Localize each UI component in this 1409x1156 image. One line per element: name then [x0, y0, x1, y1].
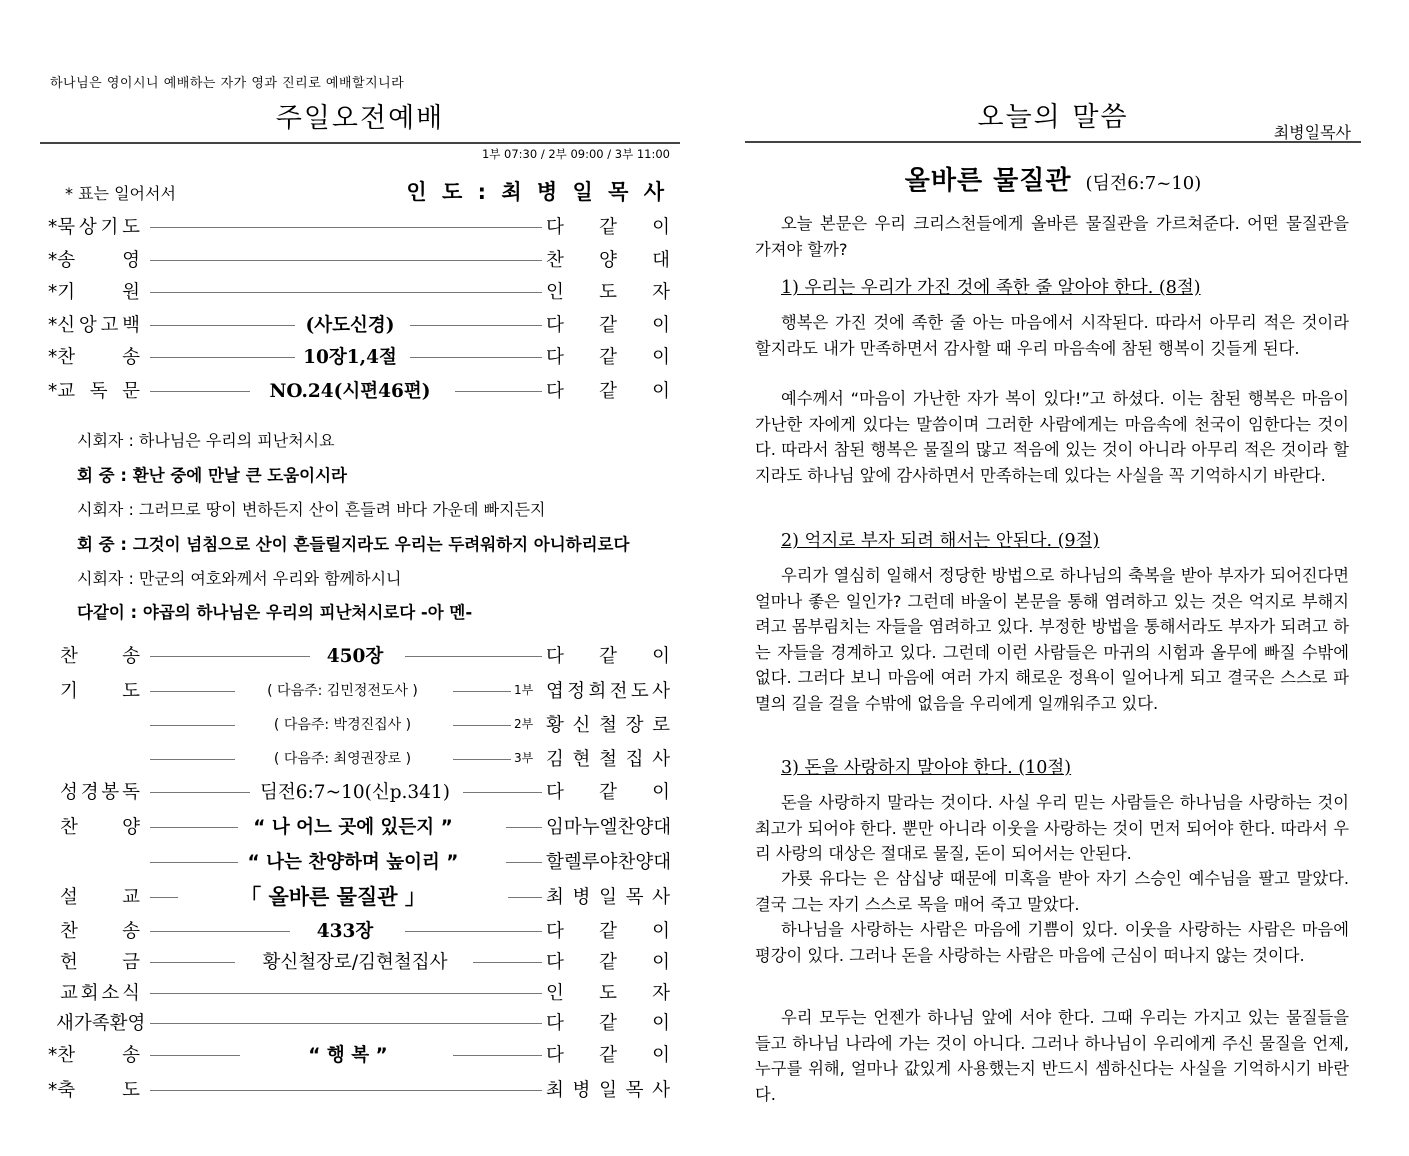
worship-order-page: [40, 0, 680, 1156]
order-detail: ( 다음주: 김민정전도사 ): [267, 683, 418, 699]
dotted-leader: [150, 292, 542, 293]
order-who: 다 같 이: [546, 646, 670, 667]
dotted-leader: [150, 1023, 542, 1024]
order-who: 임마누엘찬양대: [546, 817, 672, 838]
order-who: 다 같 이: [546, 1013, 670, 1034]
dotted-leader: [150, 325, 295, 326]
order-name: 교 회 소 식: [60, 983, 140, 1004]
order-who: 다 같 이: [546, 381, 670, 402]
body-paragraph: 돈을 사랑하지 말라는 것이다. 사실 우리 믿는 사람들은 하나님을 사랑하는 것이 최고가 되어야 한다. 뿐만 아니라 이웃을 사랑하는 것이 먼저 되어야 한다. 따라서 우리 사랑의 대상은 절대로 물질, 돈이 되어서는 안된다.: [755, 793, 1349, 863]
dotted-leader: [150, 897, 178, 898]
order-item: [48, 979, 670, 1007]
order-item: [48, 1009, 670, 1037]
page-title: 주일오전예배: [275, 103, 445, 134]
dotted-leader: [410, 357, 542, 358]
responsive-line: 다같이 : 야곱의 하나님은 우리의 피난처시로다 -아 멘-: [77, 603, 473, 622]
order-detail: “ 행 복 ”: [308, 1045, 388, 1066]
body-paragraph: 하나님을 사랑하는 사람은 마음에 기쁨이 있다. 이웃을 사랑하는 사람은 마음에 평강이 있다. 그러나 돈을 사랑하는 사람은 마음에 근심이 떠나지 않는 것이다.: [755, 920, 1349, 965]
point-heading-3: 3) 돈을 사랑하지 말아야 한다. (10절): [781, 758, 1072, 778]
order-who: 최 병 일 목 사: [546, 887, 670, 908]
scripture-motto: 하나님은 영이시니 예배하는 자가 영과 진리로 예배할지니라: [50, 76, 405, 91]
responsive-line: 시회자 : 만군의 여호와께서 우리와 함께하시니: [77, 569, 402, 588]
responsive-line: 회 중 : 그것이 넘침으로 산이 흔들릴지라도 우리는 두려워하지 아니하리로다: [77, 535, 630, 554]
order-name: *축 도: [48, 1080, 140, 1101]
closing-paragraph: 우리 모두는 언젠가 하나님 앞에 서야 한다. 그때 우리는 가지고 있는 물질들을 들고 하나님 나라에 가는 것이 아니다. 그러나 하나님이 우리에게 주신 물질을 언제, 누구를 위해, 얼마나 값있게 사용했는지 반드시 셈하신다는 사실을 기억하시기 바란다.: [755, 1008, 1349, 1104]
dotted-leader: [453, 725, 511, 726]
order-item: [48, 917, 670, 945]
dotted-leader: [150, 1090, 542, 1091]
order-name: *묵 상 기 도: [48, 217, 140, 238]
order-who: 인 도 자: [546, 983, 670, 1004]
order-item: [48, 278, 670, 306]
order-name: 기 도: [60, 681, 140, 702]
order-item: [48, 1041, 670, 1069]
order-who: 엽 정 희 전 도 사: [546, 681, 670, 702]
order-who: 다 같 이: [546, 217, 670, 238]
service-leader: 인 도 : 최 병 일 목 사: [406, 180, 668, 204]
dotted-leader: [150, 792, 250, 793]
dotted-leader: [150, 391, 250, 392]
sermon-title: 「 올바른 물질관 」: [240, 885, 426, 909]
order-item: [48, 948, 670, 976]
order-name: *찬 송: [48, 1045, 140, 1066]
order-who: 다 같 이: [546, 315, 670, 336]
order-detail: 450장: [326, 646, 384, 667]
order-detail: 황신철장로/김현철집사: [262, 952, 448, 973]
dotted-leader: [150, 759, 235, 760]
body-paragraph: 행복은 가진 것에 족한 줄 아는 마음에서 시작된다. 따라서 아무리 적은 것이라 할지라도 내가 만족하면서 감사할 때 우리 마음속에 참된 행복이 깃들게 된다.: [755, 313, 1349, 358]
order-item: [48, 343, 670, 371]
order-name: 설 교: [60, 887, 140, 908]
order-name: 헌 금: [60, 952, 140, 973]
body-paragraph: 예수께서 “마음이 가난한 자가 복이 있다!”고 하셨다. 이는 참된 행복은 마음이 가난한 자에게 있다는 말씀이며 그러한 사람에게는 마음속에 천국이 임한다는 것이다. 따라서 참된 행복은 물질의 많고 적음에 있는 것이 아니라 아무리 적은 것이라 할지라도 하나님 앞에 감사하면서 만족하는데 있다는 사실을 꼭 기억하시기 바란다.: [755, 389, 1349, 485]
dotted-leader: [463, 792, 542, 793]
order-who: 다 같 이: [546, 921, 670, 942]
title-divider: [40, 142, 680, 144]
dotted-leader: [150, 862, 238, 863]
order-item: [48, 883, 670, 911]
order-who: 찬 양 대: [546, 250, 670, 271]
dotted-leader: [150, 260, 542, 261]
order-who: 최 병 일 목 사: [546, 1080, 670, 1101]
order-name: *기 원: [48, 282, 140, 303]
order-who: 황 신 철 장 로: [546, 715, 670, 736]
dotted-leader: [150, 725, 235, 726]
dotted-leader: [453, 1055, 542, 1056]
order-item: [48, 213, 670, 241]
dotted-leader: [405, 931, 542, 932]
order-item: [48, 745, 670, 773]
order-name: *찬 송: [48, 347, 140, 368]
order-who: 김 현 철 집 사: [546, 749, 670, 770]
order-who: 다 같 이: [546, 347, 670, 368]
intro-paragraph: 오늘 본문은 우리 크리스천들에게 올바른 물질관을 가르쳐준다. 어떤 물질관을 가져야 할까?: [755, 214, 1349, 259]
dotted-leader: [150, 227, 542, 228]
order-item: [48, 311, 670, 339]
order-name: *송 영: [48, 250, 140, 271]
order-who: 할렐루야찬양대: [546, 852, 672, 873]
sermon-heading: [745, 160, 1361, 197]
dotted-leader: [410, 325, 542, 326]
order-detail: NO.24(시편46편): [269, 381, 431, 402]
dotted-leader: [150, 656, 310, 657]
page-title: 오늘의 말씀: [977, 102, 1129, 133]
service-part: 2부: [514, 717, 534, 731]
dotted-leader: [150, 993, 542, 994]
order-item: [48, 246, 670, 274]
dotted-leader: [405, 656, 542, 657]
title-divider: [745, 141, 1361, 143]
responsive-line: 시회자 : 그러므로 땅이 변하든지 산이 흔들려 바다 가운데 빠지든지: [77, 500, 546, 519]
order-detail: 딤전6:7~10(신p.341): [260, 782, 450, 803]
order-item: [48, 813, 670, 841]
stand-note: * 표는 일어서서: [65, 184, 176, 203]
order-name: 성 경 봉 독: [60, 782, 140, 803]
dotted-leader: [453, 759, 511, 760]
dotted-leader: [508, 897, 542, 898]
dotted-leader: [150, 962, 235, 963]
order-item: [48, 377, 670, 405]
order-item: [48, 711, 670, 739]
order-name: 새 가 족 환 영: [56, 1013, 146, 1034]
sermon-page: [745, 0, 1361, 1156]
order-name: *교 독 문: [48, 381, 140, 402]
point-heading-2: 2) 억지로 부자 되려 해서는 안된다. (9절): [781, 531, 1100, 551]
sermon-reference: (딤전6:7~10): [1085, 173, 1202, 194]
body-paragraph: 우리가 열심히 일해서 정당한 방법으로 하나님의 축복을 받아 부자가 되어진다면 얼마나 좋은 일인가? 그런데 바울이 본문을 통해 염려하고 있는 것은 억지로 부해지려고 몸부림치는 자들을 염려하고 있다. 부정한 방법을 통해서라도 부자가 되려고 하는 자들을 경계하고 있다. 그런데 이런 사람들은 마귀의 시험과 올무에 빠질 수밖에 없다. 그러다 보니 마음에 여러 가지 해로운 정욕이 일어나게 되고 결국은 스스로 파멸의 길을 걸을 수밖에 없음을 우리에게 일깨워주고 있다.: [755, 566, 1349, 713]
order-detail: 10장1,4절: [303, 347, 397, 368]
service-part: 1부: [514, 683, 534, 697]
dotted-leader: [150, 357, 295, 358]
order-name: 찬 송: [60, 921, 140, 942]
service-times: 1부 07:30 / 2부 09:00 / 3부 11:00: [481, 147, 670, 161]
dotted-leader: [506, 827, 542, 828]
order-detail: 433장: [316, 921, 374, 942]
dotted-leader: [150, 691, 235, 692]
order-detail: ( 다음주: 박경진집사 ): [273, 717, 412, 733]
service-part: 3부: [514, 751, 534, 765]
order-who: 다 같 이: [546, 782, 670, 803]
order-item: [48, 848, 670, 876]
order-detail: “ 나는 찬양하며 높이리 ”: [247, 852, 459, 873]
order-detail: “ 나 어느 곳에 있든지 ”: [253, 817, 453, 838]
dotted-leader: [150, 827, 238, 828]
order-who: 다 같 이: [546, 952, 670, 973]
dotted-leader: [506, 862, 542, 863]
point-heading-1: 1) 우리는 우리가 가진 것에 족한 줄 알아야 한다. (8절): [781, 278, 1201, 298]
order-detail: ( 다음주: 최영권장로 ): [273, 751, 412, 767]
dotted-leader: [455, 391, 542, 392]
order-name: *신 앙 고 백: [48, 315, 140, 336]
dotted-leader: [150, 1055, 240, 1056]
order-detail: (사도신경): [305, 315, 395, 336]
order-item: [48, 642, 670, 670]
sermon-title: 올바른 물질관: [904, 166, 1072, 196]
dotted-leader: [150, 931, 290, 932]
order-who: 인 도 자: [546, 282, 670, 303]
body-paragraph: 가룟 유다는 은 삼십냥 때문에 미혹을 받아 자기 스승인 예수님을 팔고 말았다. 결국 그는 자기 스스로 목을 매어 죽고 말았다.: [755, 869, 1349, 914]
dotted-leader: [473, 962, 542, 963]
order-who: 다 같 이: [546, 1045, 670, 1066]
order-name: 찬 송: [60, 646, 140, 667]
order-item: [48, 1076, 670, 1104]
responsive-line: 회 중 : 환난 중에 만날 큰 도움이시라: [77, 466, 347, 485]
responsive-line: 시회자 : 하나님은 우리의 피난처시요: [77, 431, 335, 450]
dotted-leader: [453, 691, 511, 692]
order-name: 찬 양: [60, 817, 140, 838]
pastor-name: 최병일목사: [1273, 123, 1351, 142]
order-item: [48, 677, 670, 705]
order-item: [48, 778, 670, 806]
